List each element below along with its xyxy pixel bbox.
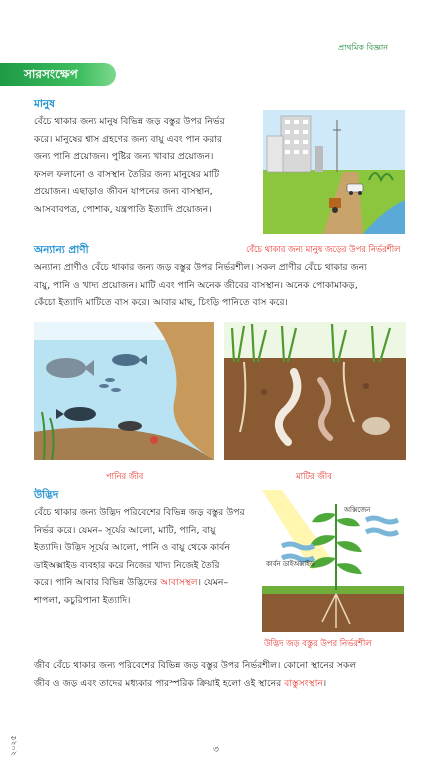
animals-heading: অন্যান্য প্রাণী — [34, 244, 89, 256]
human-dependency-illustration — [263, 110, 405, 234]
summary-banner: সারসংক্ষেপ — [0, 63, 116, 86]
water-organisms-caption: পানির জীব — [106, 471, 144, 481]
human-line: জন্য পানি প্রয়োজন। পুষ্টির জন্য খাবার প্রয়োজন। — [34, 151, 214, 162]
habitat-highlight: আবাসস্থল — [160, 577, 198, 588]
plant-dependency-illustration — [262, 490, 404, 632]
summary-line — [34, 675, 414, 693]
side-code: ২০২৫ — [9, 735, 18, 756]
plants-heading: উদ্ভিদ — [34, 489, 59, 501]
human-line: ফসল ফলানো ও বাসস্থান তৈরির জন্য মানুষের মাটি — [34, 168, 220, 180]
plants-line-text: করে। পানি আবার বিভিন্ন উদ্ভিদের — [34, 577, 161, 588]
summary-paragraph — [34, 657, 414, 692]
plants-line — [34, 574, 270, 592]
animals-paragraph — [34, 259, 414, 312]
summary-text: জীব ও জড় এবং তাদের মধ্যকার পারস্পরিক ক্রিয়াই হলো ওই স্থানের — [34, 677, 285, 689]
plant-caption: উদ্ভিদ জড় বস্তুর উপর নির্ভরশীল — [264, 638, 372, 648]
soil-organisms-illustration — [224, 322, 406, 460]
plants-paragraph — [34, 504, 270, 609]
human-paragraph — [34, 113, 262, 218]
plants-line-text: । যেমন– — [197, 577, 229, 588]
animals-line: অন্যান্য প্রাণীও বেঁচে থাকার জন্য জড় বস্তুর উপর নির্ভরশীল। সকল প্রাণীর বেঁচে থাকার জন্য — [34, 262, 367, 273]
plants-line: শাপলা, কচুরিপানা ইত্যাদি। — [34, 594, 131, 606]
ecosystem-highlight: বাস্তুসংস্থান — [284, 677, 323, 689]
human-line: প্রয়োজন। এছাড়াও জীবন যাপনের জন্য বাসস্থান, — [34, 186, 213, 197]
animals-line: বায়ু, পানি ও খাদ্য প্রয়োজন। মাটি এবং পানি অনেক জীবের বাসস্থান। অনেক পোকামাকড়, — [34, 279, 358, 291]
subject-header: প্রাথমিক বিজ্ঞান — [338, 43, 388, 52]
summary-line: জীব বেঁচে থাকার জন্য পরিবেশের বিভিন্ন জড় বস্তুর উপর নির্ভরশীল। কোনো স্থানের সকল — [34, 660, 357, 671]
plants-line: বেঁচে থাকার জন্য উদ্ভিদ পরিবেশের বিভিন্ন জড় বস্তুর উপর — [34, 507, 245, 518]
human-line: বেঁচে থাকার জন্য মানুষ বিভিন্ন জড় বস্তুর উপর নির্ভর — [34, 116, 225, 127]
human-line: করে। মানুষের শ্বাস গ্রহণের জন্য বায়ু এবং পান করার — [34, 133, 223, 145]
carbon-dioxide-label: কার্বন ডাইঅক্সাইড — [266, 560, 315, 568]
animals-line: কেঁচো ইত্যাদি মাটিতে বাস করে। আবার মাছ, চিংড়ি পানিতে বাস করে। — [34, 297, 288, 308]
plants-line: ডাইঅক্সাইড ব্যবহার করে নিজের খাদ্য নিজেই তৈরি — [34, 559, 220, 571]
page-number: ৩ — [213, 745, 219, 755]
oxygen-label: অক্সিজেন — [344, 506, 371, 514]
summary-text: । — [322, 677, 327, 689]
water-organisms-illustration — [34, 322, 214, 460]
human-heading: মানুষ — [34, 98, 55, 110]
human-line: আসবাবপত্র, পোশাক, যন্ত্রপাতি ইত্যাদি প্রয়োজন। — [34, 203, 212, 215]
plants-line: ইত্যাদি। উদ্ভিদ সূর্যের আলো, পানি ও বায়ু থেকে কার্বন — [34, 542, 230, 553]
plants-line: নির্ভর করে। যেমন– সূর্যের আলো, মাটি, পানি, বায়ু — [34, 524, 216, 536]
human-caption: বেঁচে থাকার জন্য মানুষ জড়ের উপর নির্ভরশীল — [246, 244, 401, 254]
soil-organisms-caption: মাটির জীব — [296, 471, 332, 481]
